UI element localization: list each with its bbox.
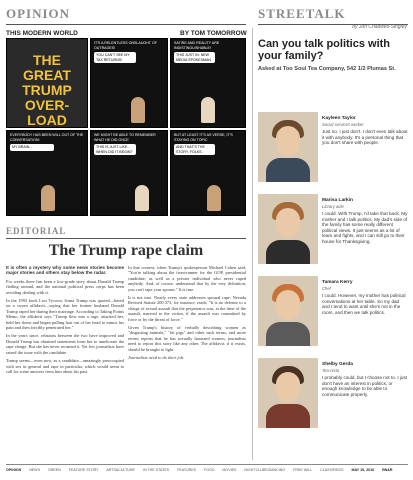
header-rule-left — [6, 24, 246, 25]
column-divider — [252, 28, 253, 460]
section-label-streetalk: STREETALK — [258, 6, 346, 21]
comic-figure — [207, 185, 221, 211]
comic-panel-2 — [90, 38, 168, 128]
comic-panel-3 — [170, 38, 246, 128]
footer-nav-item[interactable]: NEWS — [29, 468, 40, 472]
comic-series-title: THIS MODERN WORLD — [6, 30, 78, 37]
footer-nav — [6, 468, 408, 472]
footer-date: MAY 19, 2016 — [351, 468, 375, 472]
respondent-photo — [258, 276, 318, 346]
photo-torso — [266, 322, 310, 346]
respondent-role: Library aide — [322, 204, 344, 209]
speech-bubble: THIS IS JUST LIKE... WHEN DID IT BEGIN? — [94, 144, 136, 155]
footer-nav-item[interactable]: IN THE STATES — [142, 468, 170, 472]
footer-nav-item[interactable]: OPINION — [6, 468, 22, 472]
footer-nav-item[interactable]: FOOD — [204, 468, 215, 472]
photo-face — [276, 372, 300, 402]
comic-figure — [201, 97, 215, 123]
footer-brand: RN&R — [382, 468, 393, 472]
photo-torso — [266, 240, 310, 264]
comic-caption: WE MIGHT BE ABLE TO REMEMBER WHAT HE DID ONCE — [94, 133, 156, 142]
comic-caption: IT'S A RELENTLESS ONSLAUGHT OF OUTRAGES! — [94, 41, 157, 50]
photo-face — [276, 290, 300, 320]
respondent-quote: I could. However, my mother has political conversations at her table. So my dad and I tend to want until she's not in the room, and then we talk politics. — [322, 293, 406, 315]
comic-figure — [41, 185, 55, 211]
respondent-name: Marisa Larkin — [322, 198, 353, 203]
editorial-paragraph: In that context, when Trump's spokesperson Michael Cohen said, "You're talking about the front-runner for the GOP, presidential candidate, as well as a private individual who never raped anybody. And, of course, understand that by the very definition, you can't rape your spouse." It is true. — [128, 265, 246, 292]
comic-panel-5 — [90, 130, 168, 216]
footer-nav-item[interactable]: MOVIES — [222, 468, 237, 472]
respondent-photo — [258, 358, 318, 428]
comic-figure — [131, 97, 145, 123]
editorial-paragraph: For weeks there has been a low-grade story about Donald Trump flailing around, and the national political press corps has been avoiding dealing with it. — [6, 278, 124, 295]
photo-face — [276, 126, 300, 156]
comic-panel-6 — [170, 130, 246, 216]
respondent-name: Tamara Kerry — [322, 280, 353, 285]
respondent-name: Shelby Gerda — [322, 362, 353, 367]
streetalk-response — [258, 194, 408, 274]
respondent-role: Tea-nista — [322, 368, 340, 373]
comic-figure — [135, 185, 149, 211]
streetalk-question: Can you talk politics with your family? — [258, 38, 391, 62]
streetalk-byline: by Jori Chadwell-Singley — [352, 24, 407, 30]
respondent-quote: Just no. I just don't. I don't even talk about it with anybody. It's a personal thing that you don't share with people. — [322, 129, 408, 146]
respondent-quote: I could. With Trump, I'd take that back. My mother and I talk politics. My dad's side of the family has some really different political views. It just seems as a lot of tears and fights, and I can still go to their house for Thanksgiving. — [322, 211, 408, 244]
footer-nav-item[interactable]: CLASSIFIEDS — [320, 468, 344, 472]
editorial-column-left — [6, 265, 124, 377]
footer-rule — [6, 464, 408, 465]
comic-panel-1 — [6, 38, 88, 128]
editorial-lede: It is often a mystery why some news stories become major stories and others stay below the radar. — [6, 265, 124, 276]
speech-bubble: AND THAT'S THE STORY, FOLKS. — [174, 144, 215, 155]
speech-bubble: THIS JUST IN: NEW MEDIA SPOKESMAN — [174, 52, 215, 63]
streetalk-response — [258, 358, 408, 438]
section-label-editorial: EDITORIAL — [6, 226, 67, 236]
comic-caption: EVERYBODY HAS BEEN WILL OUT OF THE CONVERSATION! — [10, 133, 84, 142]
footer-nav-item[interactable]: FEATURE STORY — [68, 468, 99, 472]
comic-caption: SATIRE AND REALITY ARE INDISTINGUISHABLE! — [174, 41, 220, 50]
editorial-headline: The Trump rape claim — [48, 242, 204, 259]
comic-title-art: THE GREAT TRUMP OVER-LOAD — [22, 52, 72, 128]
footer-nav-item[interactable]: FEATURES — [177, 468, 197, 472]
editorial-paragraph: Given Trump's history of verbally describing women as "disgusting animals," "fat pigs" and other such terms, and more recent reports that he has sexually harassed women, journalists need to report this story like any other. The affidavit, if it exists, should be brought to light. — [128, 325, 246, 352]
editorial-column-right — [128, 265, 246, 364]
photo-torso — [266, 404, 310, 428]
streetalk-location: Asked at Too Soul Tea Company, 542 1/2 Plumas St. — [258, 66, 396, 72]
footer-nav-item[interactable]: ARTS&CULTURE — [106, 468, 135, 472]
speech-bubble: MY BRAIN... — [10, 144, 54, 151]
photo-face — [276, 208, 300, 238]
respondent-photo — [258, 194, 318, 264]
editorial-rule — [6, 238, 246, 239]
speech-bubble: YOU CAN'T SEE MY TAX RETURNS! — [94, 52, 136, 63]
comic-panel-4 — [6, 130, 88, 216]
comic-author: BY TOM TOMORROW — [180, 30, 247, 37]
respondent-photo — [258, 112, 318, 182]
photo-torso — [266, 158, 310, 182]
comic-caption: BUT AT LEAST IT'S AS VERSE, IT'S STAYING ON TOPIC — [174, 133, 233, 142]
editorial-paragraph: It is not true. Nearly every state addresses spousal rape. Nevada Revised Statute 200.373, for instance, reads, "It is no defense to a charge of sexual assault that the perpetrator was, at the time of the assault, married to the victim, if the assault was committed by force or by the threat of force." — [128, 295, 246, 322]
respondent-name: Kayleen Taylor — [322, 116, 356, 121]
footer-nav-item[interactable]: NIGHTCLUBS/DANCING — [244, 468, 286, 472]
editorial-paragraph: In the 1993 book Lost Tycoon, Ivana Trump was quoted—based on a sworn affidavit—saying that her former husband Donald Trump raped her during their marriage. According to Taking Points Memo, the affidavit says "Trump flew into a rage, attacked her, held her down and began pulling hair out of her head to mimic his pain and then forcibly penetrated her." — [6, 298, 124, 331]
editorial-paragraph: In the years since, relations between the two have improved and Donald Trump has obtained statements from her to ameliorate the rape charge. But she has never recanted it. Yet few journalists have raised the issue with the candidate. — [6, 333, 124, 355]
streetalk-response — [258, 112, 408, 192]
footer-nav-item[interactable]: FREE WILL — [293, 468, 313, 472]
respondent-role: Social services worker — [322, 122, 364, 127]
editorial-paragraph: Trump seems—even now, as a candidate—amazingly preoccupied with sex in general and rape in particular, which would seem to call for some answers from him about his past. — [6, 358, 124, 374]
respondent-role: Chef — [322, 286, 331, 291]
section-label-opinion: OPINION — [6, 6, 71, 21]
streetalk-response — [258, 276, 408, 356]
footer-nav-item[interactable]: GREEN — [47, 468, 61, 472]
respondent-quote: I probably could, but I choose not to. I just don't have an interest in politics, or enough knowledge to be able to communicate properly. — [322, 375, 408, 397]
editorial-signoff: Journalists need to do their job. — [128, 355, 185, 361]
